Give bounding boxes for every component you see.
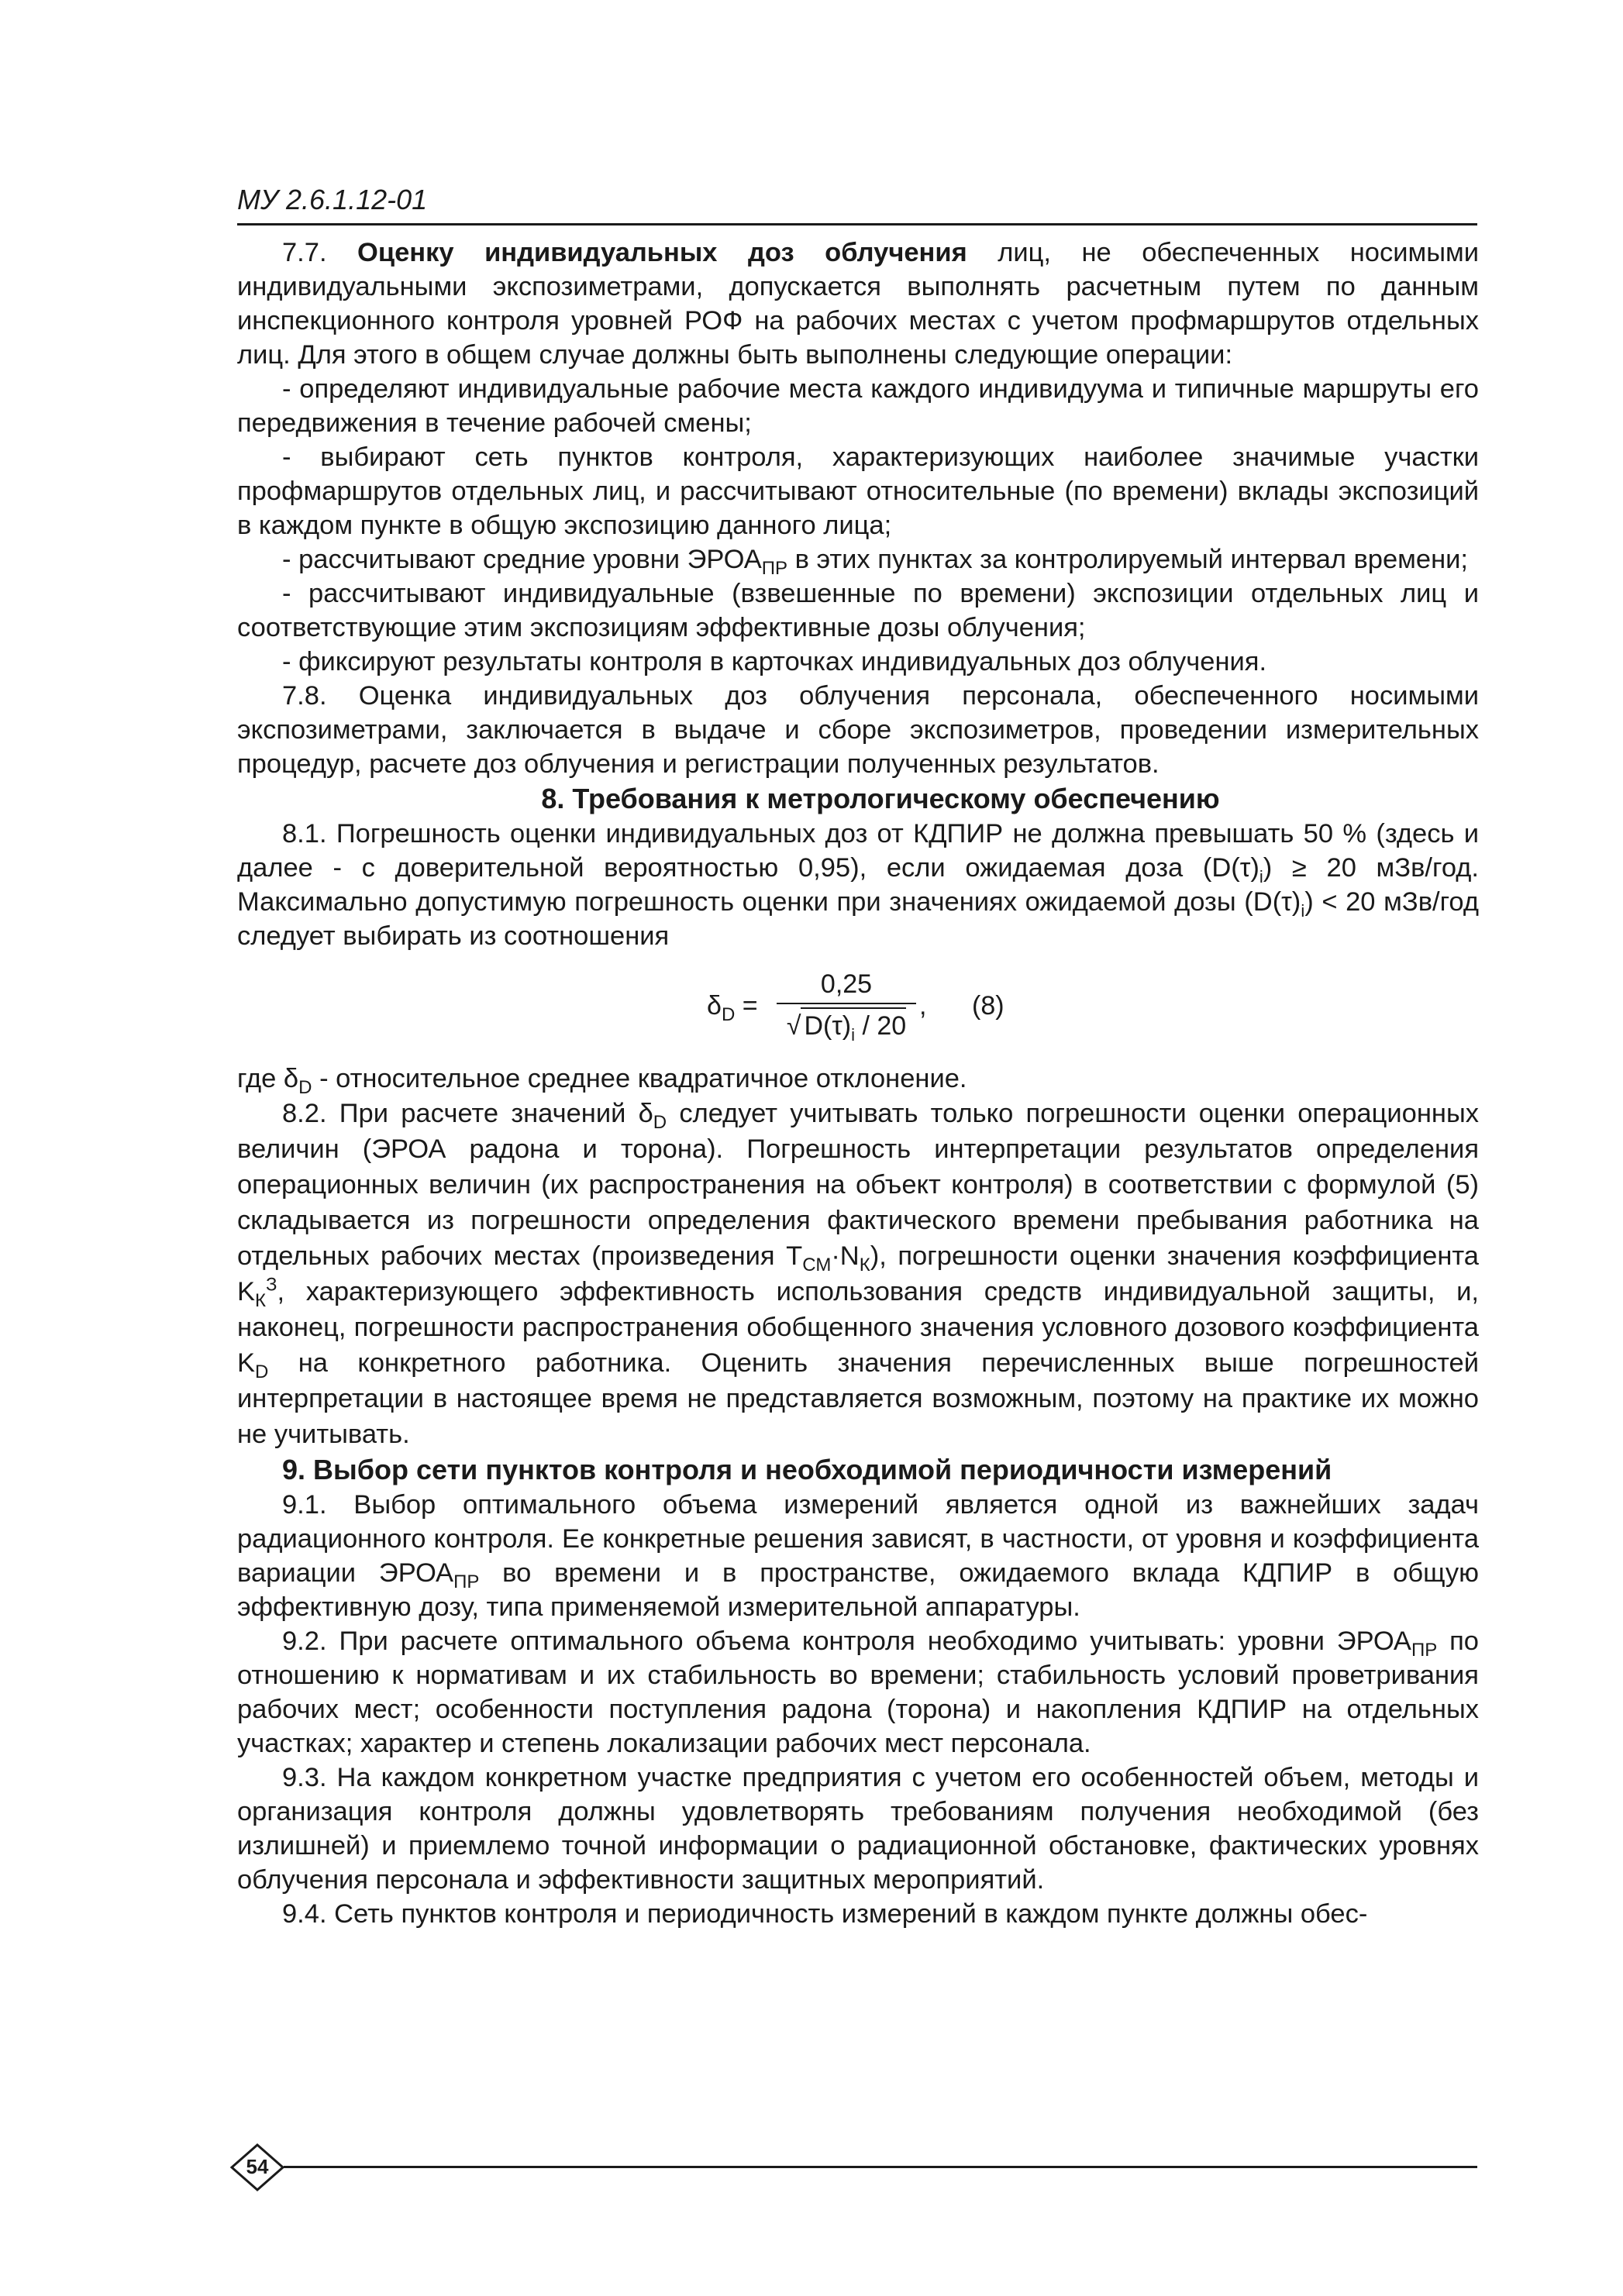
subscript: ПР bbox=[1411, 1639, 1438, 1661]
list-item bbox=[237, 542, 1479, 577]
document-code: МУ 2.6.1.12-01 bbox=[237, 184, 428, 215]
fraction-bar bbox=[777, 1003, 916, 1004]
paragraph-text: во времени и в пространстве, ожидаемого вклада КДПИР в общую эффективную дозу, типа применяемой измерительной аппаратуры. bbox=[237, 1558, 1479, 1622]
formula-8 bbox=[237, 967, 1479, 1051]
paragraph-9-3: 9.3. На каждом конкретном участке предприятия с учетом его особенностей объем, методы и организация контроля должны удовлетворять требованиям получения необходимой (без излишней) и приемлемо точной информации о радиационной обстановке, фактических уровнях облучения персонала и эффективности защитных мероприятий. bbox=[237, 1763, 1479, 1895]
paragraph-text: где δ bbox=[237, 1064, 299, 1093]
page-number: 54 bbox=[246, 2155, 269, 2178]
sqrt-icon: √ bbox=[786, 1011, 801, 1041]
list-item: - рассчитывают индивидуальные (взвешенные по времени) экспозиции отдельных лиц и соответствующие этим экспозициям эффективные дозы облучения; bbox=[237, 579, 1479, 642]
radicand-text: / 20 bbox=[855, 1011, 907, 1041]
list-item-text: - рассчитывают средние уровни ЭРОА bbox=[282, 545, 762, 574]
header-rule bbox=[237, 223, 1477, 225]
footer-rule bbox=[284, 2166, 1477, 2168]
subscript: К bbox=[859, 1254, 870, 1275]
bold-lead: Оценку индивидуальных доз облучения bbox=[357, 238, 967, 267]
subscript: D bbox=[298, 1076, 312, 1098]
formula-lhs bbox=[707, 989, 758, 1023]
paragraph-8-1 bbox=[237, 817, 1479, 953]
paragraph-7-8: 7.8. Оценка индивидуальных доз облучения персонала, обеспеченного носимыми экспозиметрами, заключается в выдаче и сборе экспозиметров, проведении измерительных процедур, расчете доз облучения и регистрации полученных результатов. bbox=[237, 681, 1479, 779]
subscript: D bbox=[653, 1111, 667, 1133]
formula-number: (8) bbox=[972, 991, 1004, 1021]
subscript: i bbox=[1301, 900, 1305, 921]
list-item-text: в этих пунктах за контролируемый интервал времени; bbox=[787, 545, 1468, 574]
radicand-text: D(τ) bbox=[804, 1011, 852, 1041]
paragraph-9-4: 9.4. Сеть пунктов контроля и периодичность измерений в каждом пункте должны обес- bbox=[282, 1899, 1368, 1929]
subscript: СМ bbox=[802, 1254, 832, 1275]
paragraph-text: 8.1. Погрешность оценки индивидуальных доз от КДПИР не должна превышать 50 % (здесь и далее - с доверительной вероятностью 0,95), если ожидаемая доза (D(τ) bbox=[237, 819, 1479, 883]
paragraph-text: ) < 20 мЗв/год следует выбирать из соотношения bbox=[237, 887, 1479, 951]
paragraph-9-2 bbox=[237, 1624, 1479, 1761]
formula-numerator: 0,25 bbox=[820, 969, 873, 999]
page-header bbox=[237, 183, 1477, 225]
paragraph-text: следует учитывать только погрешности оценки операционных величин (ЭРОА радона и торона). Погрешность интерпретации результатов определения операционных величин (их распространения на объект контроля) в соответствии с формулой (5) складывается из погрешности определения фактического времени пребывания работника на отдельных рабочих местах (произведения T bbox=[237, 1099, 1479, 1271]
paragraph-text: 9.2. При расчете оптимального объема контроля необходимо учитывать: уровни ЭРОА bbox=[282, 1626, 1411, 1656]
list-item: - фиксируют результаты контроля в карточках индивидуальных доз облучения. bbox=[282, 647, 1267, 676]
subscript: i bbox=[851, 1024, 856, 1045]
paragraph-text: ), погрешности оценки значения коэффициента K bbox=[237, 1241, 1479, 1306]
subscript: D bbox=[721, 1003, 736, 1025]
section-9-heading: 9. Выбор сети пунктов контроля и необходимой периодичности измерений bbox=[282, 1454, 1332, 1485]
paragraph-text: по отношению к нормативам и их стабильность во времени; стабильность условий проветривания рабочих мест; особенности поступления радона (торона) и накопления КДПИР на отдельных участках; характер и степень локализации рабочих мест персонала. bbox=[237, 1626, 1479, 1758]
subscript: ПР bbox=[453, 1571, 480, 1592]
page-number-badge bbox=[229, 2143, 285, 2192]
subscript: D bbox=[255, 1361, 269, 1382]
paragraph-where bbox=[237, 1062, 1479, 1096]
document-body bbox=[237, 236, 1479, 1931]
subscript: i bbox=[1259, 866, 1263, 886]
paragraph-text: - относительное среднее квадратичное отклонение. bbox=[312, 1064, 967, 1093]
paragraph-text: ·N bbox=[831, 1241, 860, 1271]
paragraph-number: 7.7. bbox=[282, 238, 327, 267]
delta-symbol: δ bbox=[707, 991, 722, 1021]
list-item: - выбирают сеть пунктов контроля, характеризующих наиболее значимые участки профмаршрутов отдельных лиц, и рассчитывают относительные (по времени) вклады экспозиций в каждом пункте в общую экспозицию данного лица; bbox=[237, 442, 1479, 540]
paragraph-9-1 bbox=[237, 1488, 1479, 1624]
subscript: ПР bbox=[761, 557, 788, 579]
subscript: К bbox=[255, 1289, 266, 1311]
superscript: З bbox=[266, 1274, 277, 1296]
formula-denominator bbox=[777, 1007, 916, 1043]
paragraph-text: ) ≥ 20 мЗв/год. Максимально допустимую погрешность оценки при значениях ожидаемой дозы (D(τ) bbox=[237, 853, 1479, 917]
paragraph-text: , характеризующего эффективность использования средств индивидуальной защиты, и, наконец, погрешности распространения обобщенного значения условного дозового коэффициента K bbox=[237, 1277, 1479, 1378]
sqrt-radicand bbox=[801, 1007, 906, 1043]
paragraph-text: 9.1. Выбор оптимального объема измерений является одной из важнейших задач радиационного контроля. Ее конкретные решения зависят, в частности, от уровня и коэффициента вариации ЭРОА bbox=[237, 1490, 1479, 1588]
paragraph-text: 8.2. При расчете значений δ bbox=[282, 1099, 653, 1128]
page-footer bbox=[229, 2143, 1479, 2192]
paragraph-8-2 bbox=[237, 1096, 1479, 1452]
list-item: - определяют индивидуальные рабочие места каждого индивидуума и типичные маршруты его передвижения в течение рабочей смены; bbox=[237, 374, 1479, 438]
formula-comma: , bbox=[919, 991, 927, 1021]
paragraph-text: лиц, не обеспеченных носимыми индивидуальными экспозиметрами, допускается выполнять расчетным путем по данным инспекционного контроля уровней РОФ на рабочих местах с учетом профмаршрутов отдельных лиц. Для этого в общем случае должны быть выполнены следующие операции: bbox=[237, 238, 1479, 370]
formula-fraction bbox=[777, 967, 916, 1043]
paragraph-7-7 bbox=[237, 236, 1479, 372]
paragraph-text: на конкретного работника. Оценить значения перечисленных выше погрешностей интерпретации в настоящее время не представляется возможным, поэтому на практике их можно не учитывать. bbox=[237, 1348, 1479, 1449]
equals-sign: = bbox=[735, 991, 758, 1021]
section-8-heading: 8. Требования к метрологическому обеспечению bbox=[541, 783, 1220, 814]
